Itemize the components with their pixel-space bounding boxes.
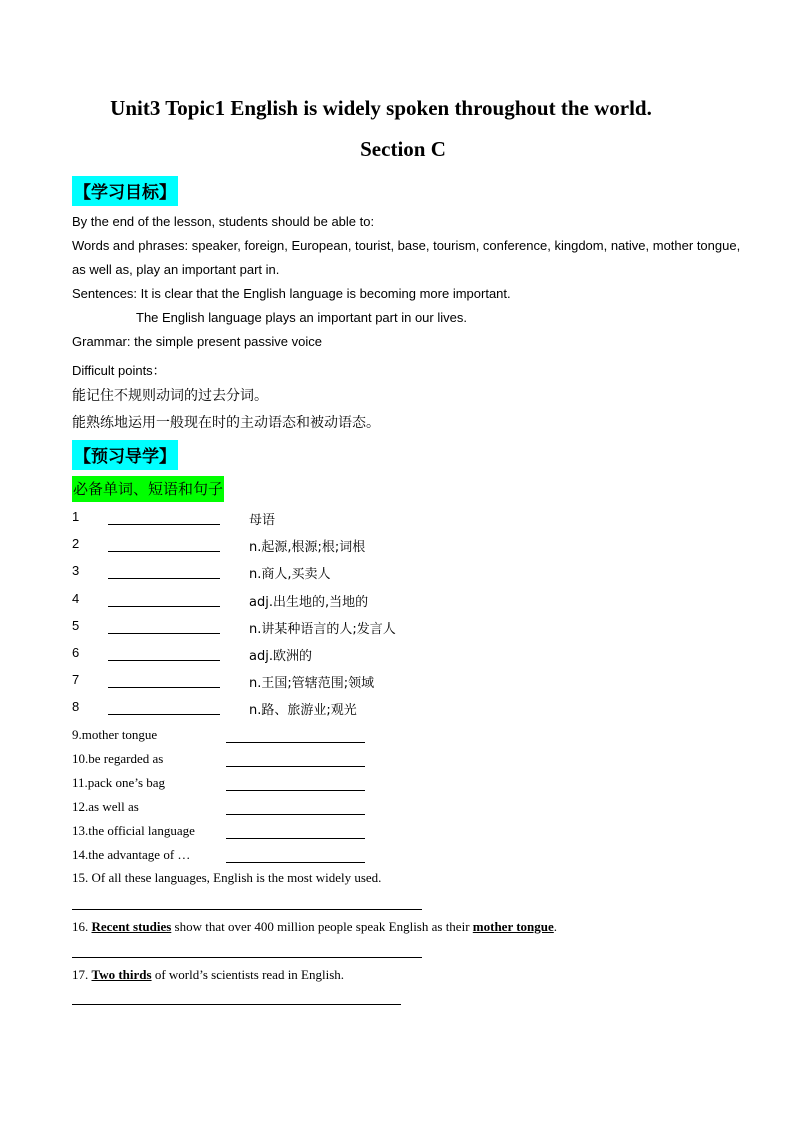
preview-subheader: 必备单词、短语和句子: [72, 476, 224, 502]
phrase-text: 13.the official language: [72, 823, 195, 838]
vocab-answer-blank[interactable]: [108, 633, 220, 634]
sentence-15: 15. Of all these languages, English is the most widely used.: [72, 870, 382, 885]
vocab-number: 6: [72, 645, 80, 660]
words-phrases-line2: as well as, play an important part in.: [72, 262, 280, 277]
phrase-answer-blank[interactable]: [226, 838, 365, 839]
vocab-item: [72, 509, 572, 529]
phrase-answer-blank[interactable]: [226, 814, 365, 815]
vocab-number: 8: [72, 699, 80, 715]
phrase-text: 9.mother tongue: [72, 727, 158, 742]
phrase-answer-blank[interactable]: [226, 766, 365, 767]
vocab-answer-blank[interactable]: [108, 714, 220, 715]
phrase-item: [72, 847, 372, 867]
phrase-text: 10.be regarded as: [72, 751, 164, 766]
difficult-point-2: 能熟练地运用一般现在时的主动语态和被动语态。: [72, 415, 380, 431]
vocab-answer-blank[interactable]: [108, 606, 220, 607]
objectives-header: 【学习目标】: [72, 176, 178, 206]
page-title: Unit3 Topic1 English is widely spoken throughout the world.: [110, 96, 652, 120]
vocab-answer-blank[interactable]: [108, 551, 220, 552]
vocab-number: 2: [72, 536, 80, 552]
vocab-number: 3: [72, 563, 80, 579]
objectives-intro: By the end of the lesson, students should be able to:: [72, 214, 375, 229]
words-phrases-line1: Words and phrases: speaker, foreign, European, tourist, base, tourism, conference, kingdom, native, mother tongue,: [72, 238, 741, 253]
vocab-definition: n.路、旅游业;观光: [249, 703, 357, 719]
section-title: Section C: [360, 137, 446, 161]
vocab-number: 4: [72, 590, 80, 606]
answer-line-15[interactable]: [72, 909, 422, 910]
phrase-item: [72, 823, 372, 843]
sentences-line2: The English language plays an important part in our lives.: [136, 310, 467, 325]
vocab-number: 1: [72, 509, 80, 524]
underlined-mother-tongue: mother tongue: [472, 919, 554, 934]
vocab-definition: n.王国;管辖范围;领域: [249, 676, 375, 692]
vocab-item: [72, 672, 572, 692]
vocab-definition: adj.欧洲的: [249, 649, 312, 664]
vocab-answer-blank[interactable]: [108, 660, 220, 661]
sentence-16: 16. Recent studies show that over 400 million people speak English as their mother tongue.: [72, 919, 558, 934]
phrase-text: 11.pack one’s bag: [72, 775, 166, 790]
preview-header: 【预习导学】: [72, 440, 178, 470]
vocab-item: [72, 563, 572, 583]
phrase-text: 14.the advantage of …: [72, 847, 191, 862]
sentence-17: 17. Two thirds of world’s scientists read in English.: [72, 967, 345, 982]
phrase-answer-blank[interactable]: [226, 742, 365, 743]
vocab-definition: n.讲某种语言的人;发言人: [249, 621, 396, 637]
vocab-definition: 母语: [249, 513, 276, 528]
vocab-number: 7: [72, 672, 80, 688]
underlined-recent-studies: Recent studies: [91, 919, 172, 934]
phrase-item: [72, 751, 372, 771]
difficult-points-label: Difficult points：: [72, 363, 166, 378]
vocab-item: [72, 699, 572, 719]
vocab-definition: n.起源,根源;根;词根: [249, 540, 366, 556]
phrase-answer-blank[interactable]: [226, 862, 365, 863]
phrase-text: 12.as well as: [72, 799, 139, 814]
answer-line-17[interactable]: [72, 1004, 401, 1005]
sentences-line1: Sentences: It is clear that the English language is becoming more important.: [72, 286, 511, 301]
vocab-answer-blank[interactable]: [108, 578, 220, 579]
difficult-point-1: 能记住不规则动词的过去分词。: [72, 388, 268, 404]
vocab-item: [72, 645, 572, 665]
vocab-item: [72, 618, 572, 638]
vocab-definition: n.商人,买卖人: [249, 567, 331, 583]
grammar-line: Grammar: the simple present passive voice: [72, 334, 322, 349]
answer-line-16[interactable]: [72, 957, 422, 958]
phrase-item: [72, 799, 372, 819]
phrase-item: [72, 775, 372, 795]
phrase-item: [72, 727, 372, 747]
vocab-number: 5: [72, 617, 80, 633]
vocab-item: [72, 591, 572, 611]
vocab-item: [72, 536, 572, 556]
vocab-answer-blank[interactable]: [108, 524, 220, 525]
vocab-answer-blank[interactable]: [108, 687, 220, 688]
underlined-two-thirds: Two thirds: [91, 967, 152, 982]
phrase-answer-blank[interactable]: [226, 790, 365, 791]
vocab-definition: adj.出生地的,当地的: [249, 594, 369, 610]
